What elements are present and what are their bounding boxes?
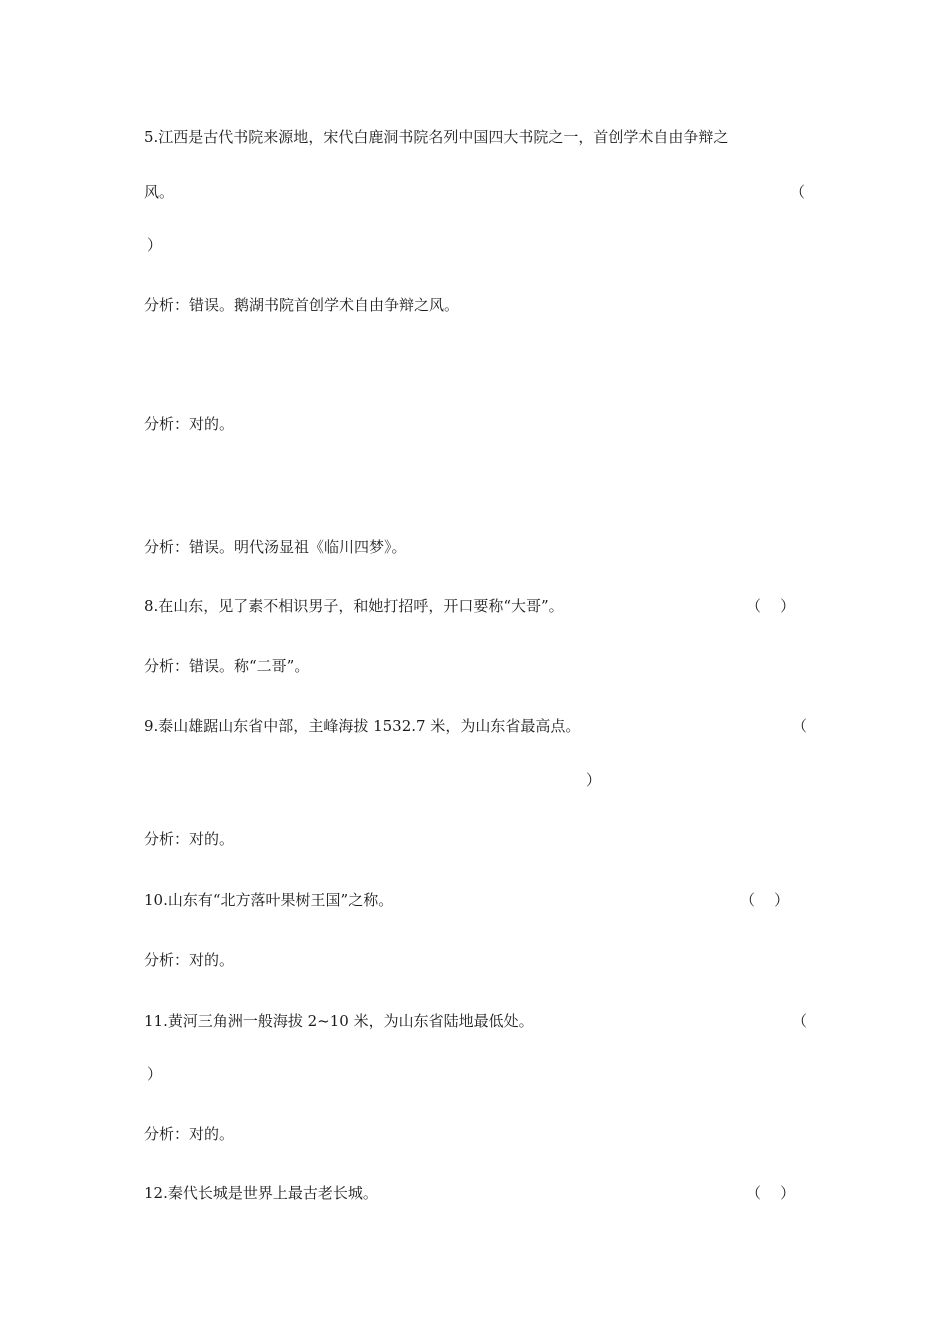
question-11: 11.黄河三角洲一般海拔 2~10 米，为山东省陆地最低处。 (144, 1012, 534, 1030)
question-12-answer-paren: （ ） (746, 1184, 796, 1202)
question-10: 10.山东有“北方落叶果树王国”之称。 (144, 891, 394, 909)
question-10-answer-paren: （ ） (740, 891, 790, 909)
question-8: 8.在山东，见了素不相识男子，和她打招呼，开口要称“大哥”。 (144, 597, 564, 615)
question-9-paren-close: ） (586, 771, 602, 789)
question-11-paren-open: （ (792, 1012, 808, 1030)
answer-6: 分析：对的。 (144, 415, 235, 433)
question-9-paren-open: （ (792, 717, 808, 735)
answer-5: 分析：错误。鹅湖书院首创学术自由争辩之风。 (144, 296, 460, 314)
question-5-line-2: 风。 (144, 183, 175, 201)
answer-11: 分析：对的。 (144, 1125, 235, 1143)
answer-7: 分析：错误。明代汤显祖《临川四梦》。 (144, 538, 407, 556)
answer-10: 分析：对的。 (144, 951, 235, 969)
question-11-paren-close: ） (147, 1065, 163, 1083)
answer-8: 分析：错误。称“二哥”。 (144, 657, 310, 675)
question-5-paren-close: ） (147, 236, 163, 254)
question-9: 9.泰山雄踞山东省中部，主峰海拔 1532.7 米，为山东省最高点。 (144, 717, 581, 735)
answer-9: 分析：对的。 (144, 830, 235, 848)
question-5-paren-open: （ (790, 183, 806, 201)
question-8-answer-paren: （ ） (746, 597, 796, 615)
question-12: 12.秦代长城是世界上最古老长城。 (144, 1184, 378, 1202)
question-5-line-1: 5.江西是古代书院来源地，宋代白鹿洞书院名列中国四大书院之一，首创学术自由争辩之 (144, 128, 729, 146)
